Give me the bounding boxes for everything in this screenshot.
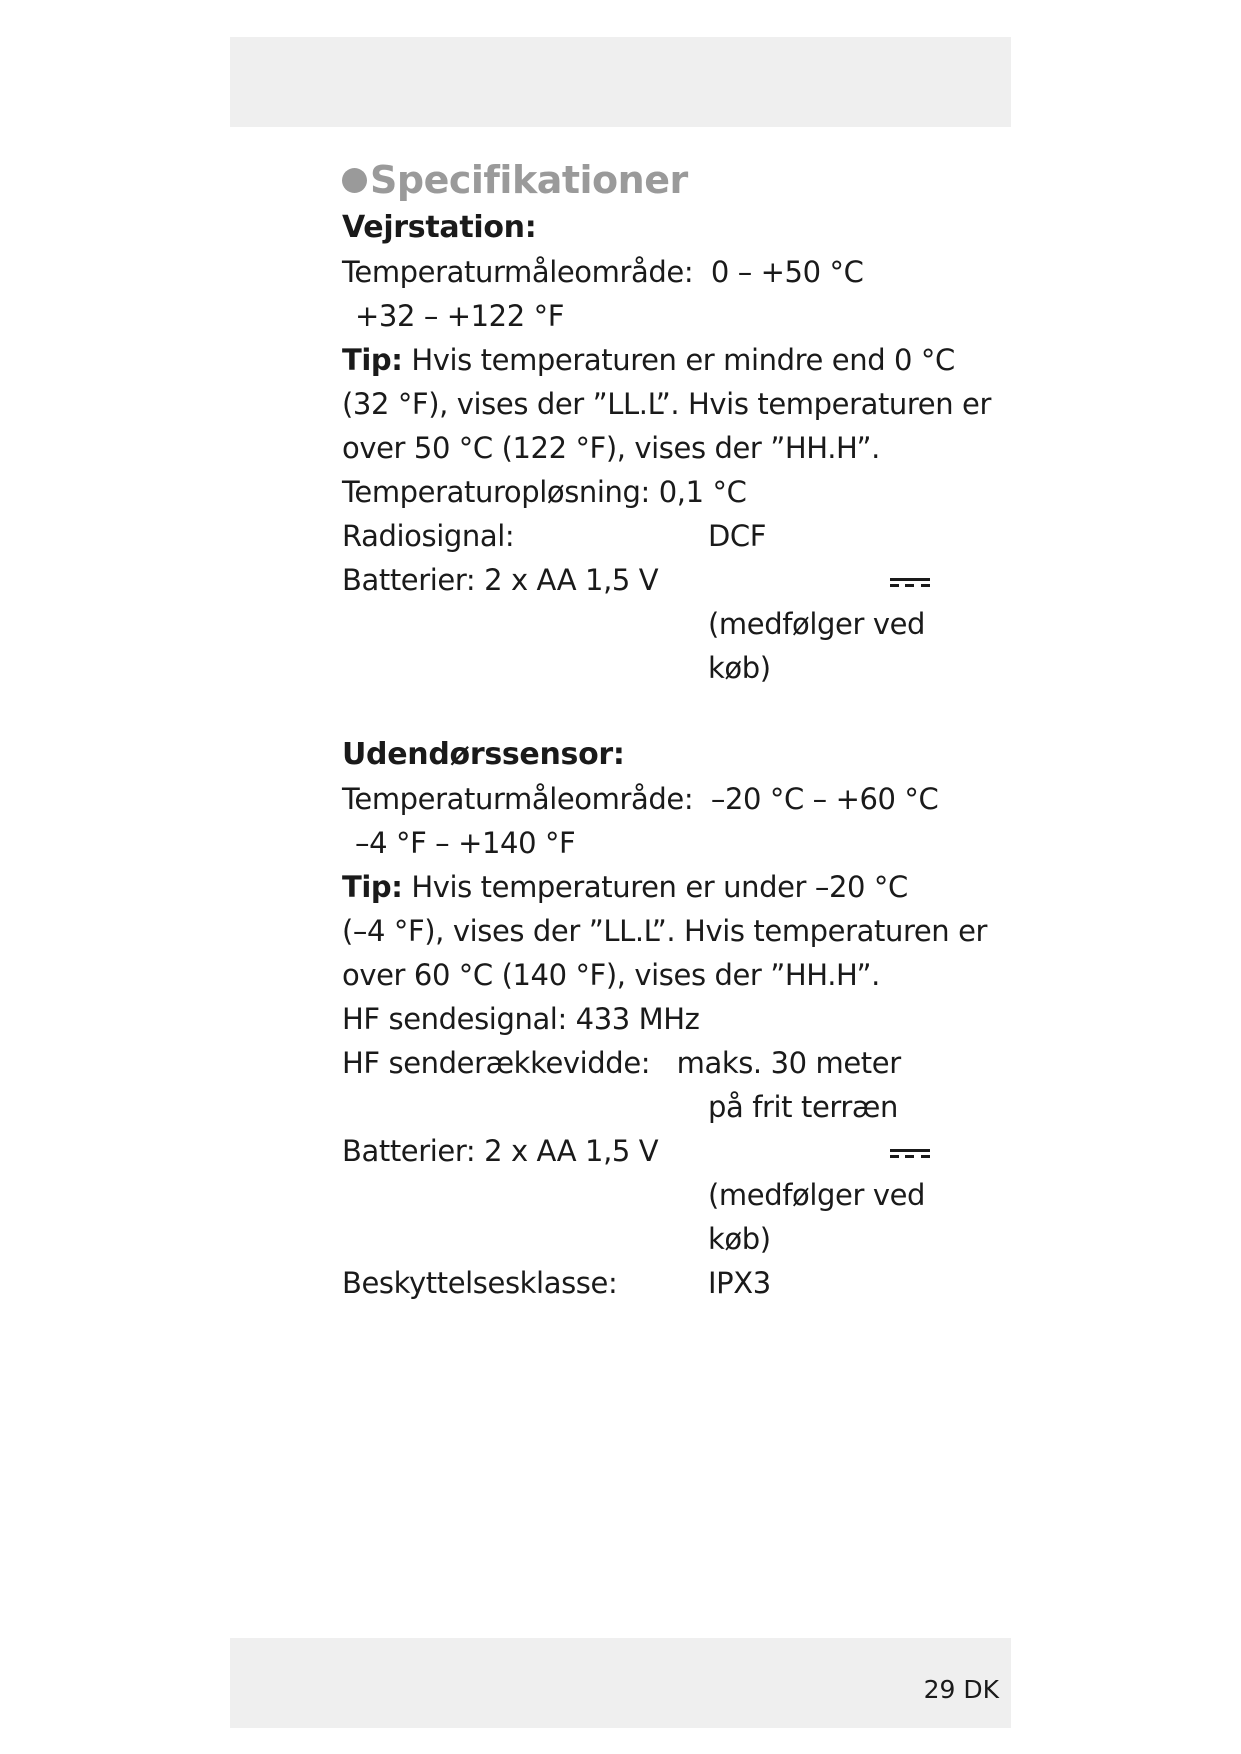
bullet-dot-icon [342,168,367,193]
temp-range-label: Temperaturmåleområde: [342,255,694,289]
protection-class-label: Beskyttelsesklasse: [342,1266,618,1300]
protection-class-value: IPX3 [708,1266,771,1300]
tip-text: Hvis temperaturen er under –20 °C [411,870,908,904]
section-title [342,156,982,204]
direct-current-icon [890,578,930,586]
specifications-section [342,156,992,1305]
outdoor-sensor-heading: Udendørssensor: [342,737,625,772]
radio-signal-value: DCF [708,519,767,553]
battery-note: køb) [708,651,771,685]
header-band [230,37,1011,127]
page-number: 29 DK [923,1675,999,1704]
protection-class-row [342,1261,982,1305]
hf-range-note: på frit terræn [708,1090,898,1124]
battery-row [342,558,982,602]
temp-resolution: Temperaturopløsning: 0,1 °C [342,475,747,509]
section-title-text: Specifikationer [370,158,688,202]
battery-note-row [342,602,982,646]
temp-range-fahrenheit: +32 – +122 °F [355,299,564,333]
weather-station-tip [342,338,982,382]
battery-note: (medfølger ved [708,607,926,641]
temp-range-label: Temperaturmåleområde: [342,782,694,816]
battery-note-row [342,1217,982,1261]
tip-text: (32 °F), vises der ”LL.L”. Hvis temperaturen er [342,387,992,421]
temp-range-celsius: 0 – +50 °C [710,255,864,289]
battery-label: Batterier: 2 x AA 1,5 V [342,563,659,597]
radio-signal-row [342,514,982,558]
temp-range-celsius: –20 °C – +60 °C [710,782,939,816]
tip-label: Tip: [342,343,403,377]
tip-text: Hvis temperaturen er mindre end 0 °C [411,343,955,377]
footer-band [230,1638,1011,1728]
tip-label: Tip: [342,870,403,904]
hf-signal: HF sendesignal: 433 MHz [342,1002,700,1036]
direct-current-icon [890,1149,930,1157]
temp-range-fahrenheit: –4 °F – +140 °F [355,826,576,860]
battery-note-row [342,1173,982,1217]
battery-row [342,1129,982,1173]
radio-signal-label: Radiosignal: [342,519,515,553]
tip-text: over 50 °C (122 °F), vises der ”HH.H”. [342,431,880,465]
battery-label: Batterier: 2 x AA 1,5 V [342,1134,659,1168]
weather-station-temp-range [342,250,982,294]
hf-range-value: maks. 30 meter [676,1046,901,1080]
hf-range-label: HF senderækkevidde: [342,1046,651,1080]
hf-range-note-row [342,1085,982,1129]
tip-text: (–4 °F), vises der ”LL.L”. Hvis temperaturen er [342,914,988,948]
outdoor-sensor-tip [342,865,982,909]
hf-range-row [342,1041,982,1085]
battery-note: (medfølger ved [708,1178,926,1212]
weather-station-heading: Vejrstation: [342,210,537,245]
battery-note-row [342,646,982,690]
battery-note: køb) [708,1222,771,1256]
outdoor-sensor-temp-range [342,777,982,821]
section-spacer [342,690,982,733]
tip-text: over 60 °C (140 °F), vises der ”HH.H”. [342,958,880,992]
